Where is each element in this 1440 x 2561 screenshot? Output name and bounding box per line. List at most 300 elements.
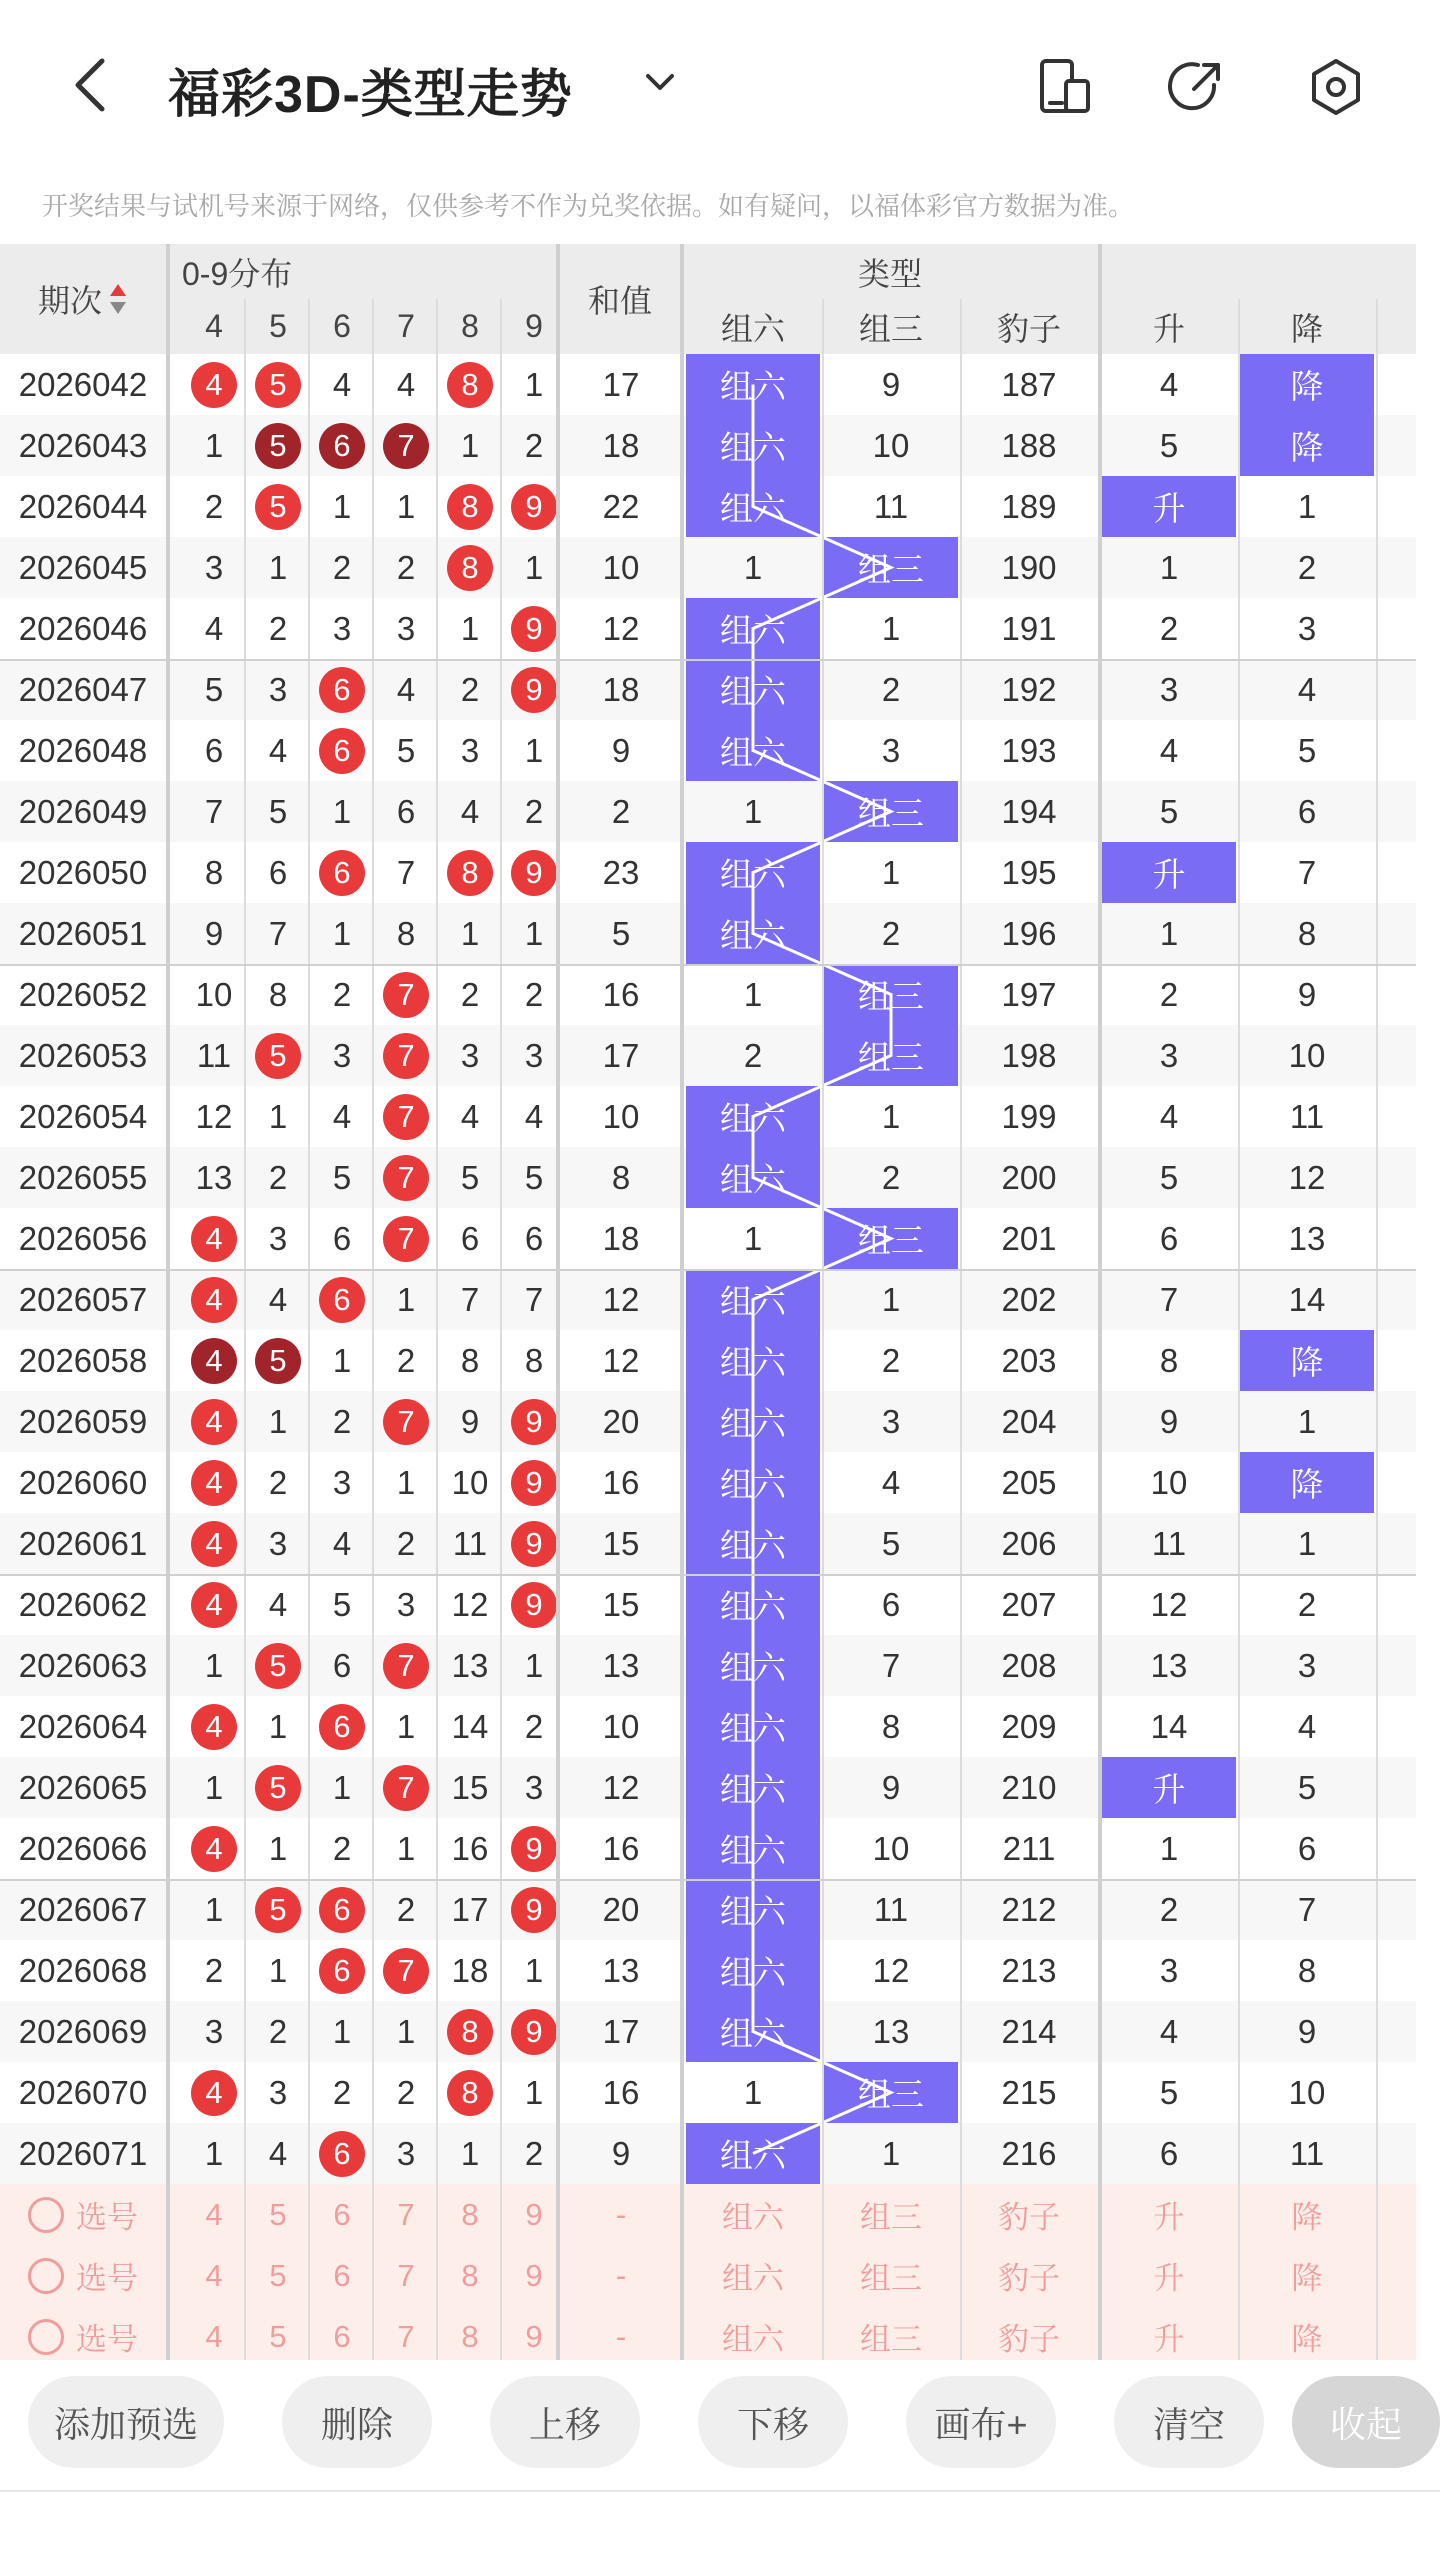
- type-cell[interactable]: 206: [1001, 1524, 1057, 1562]
- updown-cell[interactable]: 降: [1240, 1330, 1374, 1391]
- type-cell[interactable]: 组六: [686, 1452, 820, 1513]
- dist-cell[interactable]: 1: [332, 1768, 352, 1806]
- dist-cell[interactable]: 1: [524, 2073, 544, 2111]
- table-row[interactable]: [0, 1391, 1416, 1452]
- move-down-button[interactable]: 下移: [698, 2376, 848, 2468]
- dist-cell[interactable]: [312, 1696, 372, 1757]
- updown-cell[interactable]: 14: [1288, 1280, 1326, 1318]
- type-cell[interactable]: 组三: [824, 1208, 958, 1269]
- dist-cell[interactable]: 3: [524, 1768, 544, 1806]
- select-type-cell[interactable]: 组六: [722, 2261, 784, 2296]
- updown-cell[interactable]: 7: [1297, 1890, 1317, 1928]
- type-cell[interactable]: 组六: [686, 720, 820, 781]
- dist-cell[interactable]: 1: [268, 1829, 288, 1867]
- updown-cell[interactable]: 10: [1150, 1463, 1188, 1501]
- dist-cell[interactable]: 5: [268, 792, 288, 830]
- dist-cell[interactable]: 6: [524, 1219, 544, 1257]
- select-dist-cell[interactable]: 8: [461, 2257, 479, 2293]
- type-cell[interactable]: 191: [1001, 609, 1057, 647]
- type-cell[interactable]: 组六: [686, 1696, 820, 1757]
- type-cell[interactable]: 193: [1001, 731, 1057, 769]
- table-row[interactable]: [0, 1330, 1416, 1391]
- dist-cell[interactable]: [504, 1391, 564, 1452]
- dist-cell[interactable]: 2: [204, 1951, 224, 1989]
- updown-cell[interactable]: 1: [1159, 914, 1179, 952]
- updown-cell[interactable]: 13: [1150, 1646, 1188, 1684]
- dist-cell[interactable]: 2: [332, 975, 352, 1013]
- select-dist-cell[interactable]: 6: [333, 2196, 351, 2232]
- updown-cell[interactable]: 9: [1297, 2012, 1317, 2050]
- updown-cell[interactable]: 3: [1159, 670, 1179, 708]
- dist-cell[interactable]: [376, 415, 436, 476]
- table-row[interactable]: [0, 2123, 1416, 2184]
- select-type-cell[interactable]: 豹子: [998, 2322, 1060, 2357]
- dist-cell[interactable]: 3: [396, 1585, 416, 1623]
- dist-cell[interactable]: [184, 1513, 244, 1574]
- dist-cell[interactable]: [440, 842, 500, 903]
- updown-cell[interactable]: 2: [1159, 975, 1179, 1013]
- dist-cell[interactable]: [440, 476, 500, 537]
- select-dist-cell[interactable]: 8: [461, 2196, 479, 2232]
- dist-cell[interactable]: 3: [268, 1219, 288, 1257]
- dist-cell[interactable]: [504, 842, 564, 903]
- type-cell[interactable]: 组三: [824, 781, 958, 842]
- type-cell[interactable]: 1: [881, 2134, 901, 2172]
- table-row[interactable]: [0, 1147, 1416, 1208]
- dist-cell[interactable]: 6: [396, 792, 416, 830]
- dist-cell[interactable]: [184, 1269, 244, 1330]
- updown-cell[interactable]: 6: [1159, 1219, 1179, 1257]
- select-updown-cell[interactable]: 升: [1153, 2200, 1185, 2235]
- settings-icon[interactable]: [1304, 55, 1368, 119]
- type-cell[interactable]: 组六: [686, 2123, 820, 2184]
- dist-cell[interactable]: 5: [396, 731, 416, 769]
- dist-cell[interactable]: 13: [451, 1646, 489, 1684]
- type-cell[interactable]: 13: [872, 2012, 910, 2050]
- table-row[interactable]: [0, 1086, 1416, 1147]
- dist-cell[interactable]: [312, 1269, 372, 1330]
- table-row[interactable]: [0, 2001, 1416, 2062]
- type-cell[interactable]: 2: [743, 1036, 763, 1074]
- dist-cell[interactable]: 1: [204, 1890, 224, 1928]
- move-up-button[interactable]: 上移: [490, 2376, 640, 2468]
- dist-cell[interactable]: 1: [460, 914, 480, 952]
- select-updown-cell[interactable]: 升: [1153, 2261, 1185, 2296]
- type-cell[interactable]: 1: [743, 548, 763, 586]
- updown-cell[interactable]: 5: [1159, 2073, 1179, 2111]
- type-cell[interactable]: 196: [1001, 914, 1057, 952]
- dist-cell[interactable]: 1: [396, 1829, 416, 1867]
- type-cell[interactable]: 2: [881, 1341, 901, 1379]
- dist-cell[interactable]: 8: [268, 975, 288, 1013]
- dist-cell[interactable]: 1: [396, 1280, 416, 1318]
- clear-button[interactable]: 清空: [1114, 2376, 1264, 2468]
- updown-cell[interactable]: 8: [1297, 1951, 1317, 1989]
- dist-cell[interactable]: 1: [268, 1097, 288, 1135]
- updown-cell[interactable]: 4: [1159, 731, 1179, 769]
- dist-cell[interactable]: [504, 2001, 564, 2062]
- type-cell[interactable]: 1: [881, 1097, 901, 1135]
- dist-cell[interactable]: 7: [268, 914, 288, 952]
- dist-cell[interactable]: [184, 1696, 244, 1757]
- dist-cell[interactable]: 1: [204, 1646, 224, 1684]
- dist-cell[interactable]: 3: [268, 670, 288, 708]
- dist-cell[interactable]: [440, 2001, 500, 2062]
- type-cell[interactable]: 1: [881, 853, 901, 891]
- dist-cell[interactable]: [440, 537, 500, 598]
- dist-cell[interactable]: 8: [460, 1341, 480, 1379]
- updown-cell[interactable]: 2: [1297, 1585, 1317, 1623]
- table-row[interactable]: [0, 415, 1416, 476]
- dist-cell[interactable]: 2: [524, 1707, 544, 1745]
- updown-cell[interactable]: 3: [1297, 609, 1317, 647]
- updown-cell[interactable]: 5: [1159, 1158, 1179, 1196]
- updown-cell[interactable]: 4: [1159, 2012, 1179, 2050]
- dist-cell[interactable]: 3: [204, 2012, 224, 2050]
- dist-cell[interactable]: 3: [268, 2073, 288, 2111]
- dist-cell[interactable]: 3: [204, 548, 224, 586]
- updown-cell[interactable]: 14: [1150, 1707, 1188, 1745]
- select-type-cell[interactable]: 组三: [860, 2200, 922, 2235]
- dist-cell[interactable]: 16: [451, 1829, 489, 1867]
- type-cell[interactable]: 200: [1001, 1158, 1057, 1196]
- select-dist-cell[interactable]: 4: [205, 2257, 223, 2293]
- select-type-cell[interactable]: 豹子: [998, 2261, 1060, 2296]
- type-cell[interactable]: 组六: [686, 1879, 820, 1940]
- type-cell[interactable]: 组六: [686, 1391, 820, 1452]
- dist-col-header[interactable]: 7: [397, 308, 415, 344]
- dist-cell[interactable]: 6: [268, 853, 288, 891]
- select-dist-cell[interactable]: 5: [269, 2318, 287, 2354]
- dist-cell[interactable]: 2: [332, 1402, 352, 1440]
- type-cell[interactable]: 211: [1002, 1829, 1056, 1867]
- updown-col-header[interactable]: 升: [1152, 310, 1185, 347]
- dist-cell[interactable]: 4: [332, 1524, 352, 1562]
- updown-cell[interactable]: 5: [1297, 1768, 1317, 1806]
- dist-cell[interactable]: 2: [396, 548, 416, 586]
- type-cell[interactable]: 207: [1001, 1585, 1057, 1623]
- radio-circle-icon[interactable]: [28, 2197, 64, 2233]
- select-toggle[interactable]: [0, 2306, 166, 2367]
- type-col-header[interactable]: 组三: [858, 310, 923, 347]
- dist-col-header[interactable]: 5: [269, 308, 287, 344]
- dist-cell[interactable]: 2: [524, 426, 544, 464]
- select-type-cell[interactable]: 组三: [860, 2322, 922, 2357]
- type-cell[interactable]: 213: [1001, 1951, 1057, 1989]
- dist-cell[interactable]: [504, 598, 564, 659]
- dist-cell[interactable]: 7: [460, 1280, 480, 1318]
- table-row[interactable]: [0, 1818, 1416, 1879]
- table-row[interactable]: [0, 964, 1416, 1025]
- dist-cell[interactable]: [184, 1574, 244, 1635]
- dist-cell[interactable]: 1: [268, 1951, 288, 1989]
- dist-col-header[interactable]: 6: [333, 308, 351, 344]
- select-dist-cell[interactable]: 7: [397, 2257, 415, 2293]
- dist-col-header[interactable]: 9: [525, 308, 543, 344]
- type-cell[interactable]: 214: [1001, 2012, 1057, 2050]
- dist-cell[interactable]: 14: [451, 1707, 489, 1745]
- type-cell[interactable]: 3: [881, 1402, 901, 1440]
- updown-cell[interactable]: 8: [1159, 1341, 1179, 1379]
- radio-circle-icon[interactable]: [28, 2319, 64, 2355]
- dist-cell[interactable]: [184, 1452, 244, 1513]
- select-dist-cell[interactable]: 4: [205, 2196, 223, 2232]
- type-cell[interactable]: 210: [1001, 1768, 1057, 1806]
- dist-cell[interactable]: 8: [524, 1341, 544, 1379]
- dist-cell[interactable]: 1: [396, 1707, 416, 1745]
- updown-cell[interactable]: 9: [1297, 975, 1317, 1013]
- select-dist-cell[interactable]: 9: [525, 2257, 543, 2293]
- type-cell[interactable]: 9: [881, 365, 901, 403]
- type-cell[interactable]: 组六: [686, 2001, 820, 2062]
- updown-cell[interactable]: 7: [1159, 1280, 1179, 1318]
- dist-cell[interactable]: 3: [460, 1036, 480, 1074]
- dist-cell[interactable]: [376, 1635, 436, 1696]
- select-type-cell[interactable]: 组六: [722, 2200, 784, 2235]
- type-cell[interactable]: 5: [881, 1524, 901, 1562]
- updown-cell[interactable]: 降: [1240, 415, 1374, 476]
- dist-cell[interactable]: [184, 354, 244, 415]
- page-title[interactable]: 福彩3D-类型走势: [168, 66, 573, 124]
- dist-cell[interactable]: 2: [396, 1524, 416, 1562]
- table-row[interactable]: [0, 720, 1416, 781]
- type-cell[interactable]: 198: [1001, 1036, 1057, 1074]
- select-updown-cell[interactable]: 降: [1291, 2322, 1323, 2357]
- dist-cell[interactable]: [184, 1391, 244, 1452]
- type-cell[interactable]: 187: [1001, 365, 1057, 403]
- dist-cell[interactable]: 3: [332, 1036, 352, 1074]
- dist-cell[interactable]: [312, 1879, 372, 1940]
- type-col-header[interactable]: 组六: [720, 310, 785, 347]
- type-cell[interactable]: 215: [1001, 2073, 1057, 2111]
- updown-cell[interactable]: 2: [1159, 1890, 1179, 1928]
- updown-cell[interactable]: 13: [1288, 1219, 1326, 1257]
- dist-col-header[interactable]: 8: [461, 308, 479, 344]
- select-dist-cell[interactable]: 5: [269, 2257, 287, 2293]
- select-updown-cell[interactable]: 升: [1153, 2322, 1185, 2357]
- updown-cell[interactable]: 6: [1159, 2134, 1179, 2172]
- updown-cell[interactable]: 5: [1297, 731, 1317, 769]
- type-cell[interactable]: 199: [1001, 1097, 1057, 1135]
- dist-cell[interactable]: 4: [332, 365, 352, 403]
- type-cell[interactable]: 1: [743, 975, 763, 1013]
- dist-cell[interactable]: 8: [396, 914, 416, 952]
- dist-cell[interactable]: [184, 1330, 244, 1391]
- dist-cell[interactable]: 13: [195, 1158, 233, 1196]
- dist-cell[interactable]: 3: [396, 2134, 416, 2172]
- select-dist-cell[interactable]: 6: [333, 2257, 351, 2293]
- dist-cell[interactable]: 10: [195, 975, 233, 1013]
- updown-col-header[interactable]: 降: [1290, 310, 1323, 347]
- dist-cell[interactable]: 15: [451, 1768, 489, 1806]
- dist-cell[interactable]: 1: [524, 1646, 544, 1684]
- dist-cell[interactable]: [504, 1513, 564, 1574]
- type-cell[interactable]: 202: [1001, 1280, 1057, 1318]
- type-cell[interactable]: 216: [1001, 2134, 1057, 2172]
- select-dist-cell[interactable]: 6: [333, 2318, 351, 2354]
- dist-cell[interactable]: 1: [524, 731, 544, 769]
- type-cell[interactable]: 11: [873, 1890, 909, 1928]
- dist-col-header[interactable]: 4: [205, 308, 223, 344]
- dist-cell[interactable]: [312, 1940, 372, 2001]
- dist-cell[interactable]: [312, 415, 372, 476]
- dist-cell[interactable]: [504, 476, 564, 537]
- dist-cell[interactable]: 4: [396, 670, 416, 708]
- type-cell[interactable]: 192: [1001, 670, 1057, 708]
- type-cell[interactable]: 4: [881, 1463, 901, 1501]
- type-cell[interactable]: 组三: [824, 537, 958, 598]
- updown-cell[interactable]: 4: [1297, 670, 1317, 708]
- dist-cell[interactable]: 2: [524, 2134, 544, 2172]
- dist-cell[interactable]: [376, 1757, 436, 1818]
- chevron-down-icon[interactable]: [640, 68, 680, 98]
- dist-cell[interactable]: 3: [396, 609, 416, 647]
- dist-cell[interactable]: 6: [332, 1219, 352, 1257]
- dist-cell[interactable]: 2: [268, 1158, 288, 1196]
- dist-cell[interactable]: 2: [332, 548, 352, 586]
- dist-cell[interactable]: 1: [396, 2012, 416, 2050]
- dist-cell[interactable]: 5: [204, 670, 224, 708]
- dist-cell[interactable]: 3: [268, 1524, 288, 1562]
- type-cell[interactable]: 3: [881, 731, 901, 769]
- dist-cell[interactable]: 6: [460, 1219, 480, 1257]
- type-cell[interactable]: 188: [1001, 426, 1057, 464]
- type-cell[interactable]: 组六: [686, 659, 820, 720]
- updown-cell[interactable]: 3: [1159, 1951, 1179, 1989]
- dist-cell[interactable]: [248, 1757, 308, 1818]
- share-icon[interactable]: [1164, 55, 1228, 119]
- type-cell[interactable]: 212: [1001, 1890, 1057, 1928]
- dist-cell[interactable]: 9: [204, 914, 224, 952]
- dist-cell[interactable]: 1: [204, 426, 224, 464]
- type-cell[interactable]: 195: [1001, 853, 1057, 891]
- updown-cell[interactable]: 10: [1288, 1036, 1326, 1074]
- dist-cell[interactable]: 2: [332, 2073, 352, 2111]
- type-cell[interactable]: 11: [873, 487, 909, 525]
- type-cell[interactable]: 组六: [686, 1147, 820, 1208]
- dist-cell[interactable]: 11: [196, 1036, 232, 1074]
- dist-cell[interactable]: 7: [204, 792, 224, 830]
- table-row[interactable]: [0, 354, 1416, 415]
- dist-cell[interactable]: [440, 354, 500, 415]
- select-dist-cell[interactable]: 8: [461, 2318, 479, 2354]
- type-cell[interactable]: 组六: [686, 354, 820, 415]
- dist-cell[interactable]: 5: [524, 1158, 544, 1196]
- updown-cell[interactable]: 1: [1297, 487, 1317, 525]
- dist-cell[interactable]: 2: [460, 975, 480, 1013]
- type-cell[interactable]: 10: [872, 426, 910, 464]
- updown-cell[interactable]: 1: [1159, 1829, 1179, 1867]
- type-cell[interactable]: 208: [1001, 1646, 1057, 1684]
- type-cell[interactable]: 组六: [686, 476, 820, 537]
- dist-cell[interactable]: [248, 476, 308, 537]
- updown-cell[interactable]: 5: [1159, 426, 1179, 464]
- type-cell[interactable]: 203: [1001, 1341, 1057, 1379]
- updown-cell[interactable]: 6: [1297, 1829, 1317, 1867]
- select-type-cell[interactable]: 豹子: [998, 2200, 1060, 2235]
- select-row[interactable]: [0, 2306, 1416, 2367]
- dist-cell[interactable]: 4: [332, 1097, 352, 1135]
- dist-cell[interactable]: 18: [451, 1951, 489, 1989]
- select-updown-cell[interactable]: 降: [1291, 2261, 1323, 2296]
- dist-cell[interactable]: 1: [524, 914, 544, 952]
- dist-cell[interactable]: 5: [460, 1158, 480, 1196]
- delete-button[interactable]: 删除: [282, 2376, 432, 2468]
- select-row[interactable]: [0, 2245, 1416, 2306]
- type-cell[interactable]: 1: [881, 609, 901, 647]
- dist-cell[interactable]: 10: [451, 1463, 489, 1501]
- updown-cell[interactable]: 7: [1297, 853, 1317, 891]
- dist-cell[interactable]: [184, 1208, 244, 1269]
- updown-cell[interactable]: 升: [1102, 842, 1236, 903]
- select-toggle[interactable]: [0, 2245, 166, 2306]
- type-cell[interactable]: 10: [872, 1829, 910, 1867]
- dist-cell[interactable]: [248, 1879, 308, 1940]
- dist-cell[interactable]: [376, 1086, 436, 1147]
- dist-cell[interactable]: [312, 720, 372, 781]
- dist-cell[interactable]: 2: [524, 792, 544, 830]
- dist-cell[interactable]: 3: [460, 731, 480, 769]
- dist-cell[interactable]: 2: [268, 609, 288, 647]
- dist-cell[interactable]: 4: [268, 731, 288, 769]
- type-col-header[interactable]: 豹子: [996, 310, 1061, 347]
- select-row[interactable]: [0, 2184, 1416, 2245]
- table-row[interactable]: [0, 1513, 1416, 1574]
- dist-cell[interactable]: 1: [268, 1402, 288, 1440]
- type-cell[interactable]: 组六: [686, 842, 820, 903]
- type-cell[interactable]: 组六: [686, 598, 820, 659]
- dist-cell[interactable]: 4: [396, 365, 416, 403]
- updown-cell[interactable]: 2: [1297, 548, 1317, 586]
- type-cell[interactable]: 9: [881, 1768, 901, 1806]
- updown-cell[interactable]: 10: [1288, 2073, 1326, 2111]
- dist-cell[interactable]: 1: [524, 365, 544, 403]
- dist-cell[interactable]: 2: [396, 1890, 416, 1928]
- type-cell[interactable]: 1: [743, 792, 763, 830]
- dist-cell[interactable]: 1: [396, 1463, 416, 1501]
- dist-cell[interactable]: 1: [268, 548, 288, 586]
- table-row[interactable]: [0, 1940, 1416, 2001]
- type-cell[interactable]: 2: [881, 914, 901, 952]
- dist-cell[interactable]: 12: [195, 1097, 233, 1135]
- updown-cell[interactable]: 2: [1159, 609, 1179, 647]
- type-cell[interactable]: 194: [1001, 792, 1057, 830]
- updown-cell[interactable]: 11: [1151, 1524, 1187, 1562]
- type-cell[interactable]: 组三: [824, 2062, 958, 2123]
- dist-cell[interactable]: [504, 1879, 564, 1940]
- dist-cell[interactable]: 1: [396, 487, 416, 525]
- collapse-button[interactable]: 收起: [1292, 2376, 1440, 2468]
- dist-cell[interactable]: 1: [460, 2134, 480, 2172]
- table-row[interactable]: [0, 1696, 1416, 1757]
- dist-cell[interactable]: 2: [396, 2073, 416, 2111]
- select-updown-cell[interactable]: 降: [1291, 2200, 1323, 2235]
- type-cell[interactable]: 组六: [686, 1574, 820, 1635]
- type-cell[interactable]: 组六: [686, 1513, 820, 1574]
- dist-cell[interactable]: [504, 1818, 564, 1879]
- updown-cell[interactable]: 降: [1240, 354, 1374, 415]
- dist-cell[interactable]: 2: [396, 1341, 416, 1379]
- period-header[interactable]: [0, 244, 166, 354]
- table-row[interactable]: [0, 842, 1416, 903]
- dist-cell[interactable]: 9: [460, 1402, 480, 1440]
- updown-cell[interactable]: 1: [1297, 1402, 1317, 1440]
- dist-cell[interactable]: 7: [396, 853, 416, 891]
- dist-cell[interactable]: [376, 1208, 436, 1269]
- type-cell[interactable]: 201: [1001, 1219, 1057, 1257]
- dist-cell[interactable]: 11: [452, 1524, 488, 1562]
- dist-cell[interactable]: 1: [524, 548, 544, 586]
